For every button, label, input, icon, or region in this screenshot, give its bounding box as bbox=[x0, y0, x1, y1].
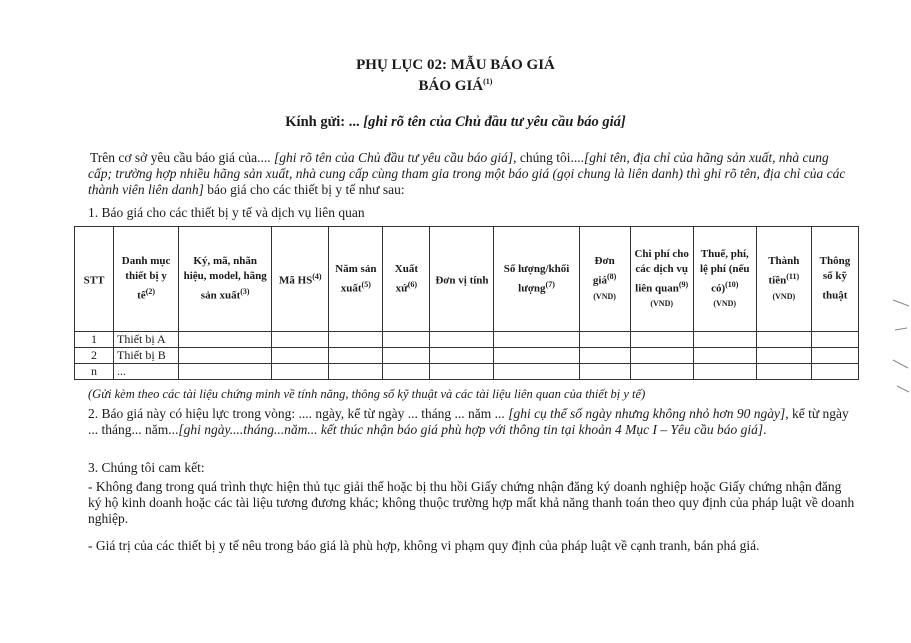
table-header-cell: STT bbox=[75, 227, 114, 332]
table-header-cell: Đơn vị tính bbox=[430, 227, 494, 332]
sec2-text-1: 2. Báo giá này có hiệu lực trong vòng: .... ngày, kể từ ngày ... tháng ... năm ... bbox=[88, 406, 509, 421]
attachment-note-text: (Gửi kèm theo các tài liệu chứng minh về tính năng, thông số kỹ thuật và các tài liệu liên quan của thiết bị y tế) bbox=[88, 387, 646, 401]
quote-table bbox=[74, 226, 859, 380]
table-row bbox=[75, 332, 859, 348]
table-header-cell: Danh mục thiết bị y tế$^{(2)}$ bbox=[114, 227, 179, 332]
sec2-italic-1: [ghi cụ thể số ngày nhưng không nhỏ hơn 90 ngày] bbox=[508, 406, 786, 421]
section-3-title: 3. Chúng tôi cam kết: bbox=[88, 460, 205, 475]
greeting-placeholder: [ghi rõ tên của Chủ đầu tư yêu cầu báo giá] bbox=[363, 114, 626, 130]
sec2-text-2: , kể từ ngày ... tháng... năm... bbox=[88, 406, 849, 437]
quote-title-text: BÁO GIÁ bbox=[418, 78, 484, 94]
table-header-cell: Mã HS$^{(4)}$ bbox=[272, 227, 329, 332]
table-header-cell: Ký, mã, nhãn hiệu, model, hãng sản xuất$^{(3)}$ bbox=[179, 227, 272, 332]
intro-text-2: , chúng tôi.... bbox=[513, 150, 584, 165]
table-header-cell: Chi phí cho các dịch vụ liên quan$^{(9)}$ (VND) bbox=[630, 227, 693, 332]
intro-text-3: báo giá cho các thiết bị y tế như sau: bbox=[203, 182, 405, 197]
attachment-note bbox=[88, 386, 856, 402]
table-header-cell: Xuất xứ$^{(6)}$ bbox=[383, 227, 430, 332]
table-header-row bbox=[75, 227, 859, 332]
intro-paragraph bbox=[88, 150, 856, 198]
row-stt: n bbox=[75, 364, 114, 380]
commitment-bullet-1: - Không đang trong quá trình thực hiện thủ tục giải thể hoặc bị thu hồi Giấy chứng nhận đăng ký doanh nghiệp hoặc Giấy chứng nhận đăng ký hộ kinh doanh hoặc các tài liệu tương đương khác; không thuộc trường hợp mất khả năng thanh toán theo quy định của pháp luật về doanh nghiệp. bbox=[88, 479, 855, 526]
table-header-cell: Thành tiền$^{(11)}$ (VND) bbox=[756, 227, 811, 332]
row-item-name: Thiết bị A bbox=[114, 332, 179, 348]
row-item-name: ... bbox=[114, 364, 179, 380]
row-stt: 2 bbox=[75, 348, 114, 364]
quote-title-note: (1) bbox=[483, 77, 493, 86]
table-header-cell: Năm sản xuất$^{(5)}$ bbox=[329, 227, 383, 332]
sec2-text-3: . bbox=[763, 422, 767, 437]
quote-title bbox=[0, 77, 911, 95]
greeting-line bbox=[0, 114, 911, 131]
section-2-paragraph bbox=[88, 406, 856, 438]
sec2-italic-2: [ghi ngày....tháng...năm... kết thúc nhận báo giá phù hợp với thông tin tại khoản 4 Mục I – Yêu cầu báo giá] bbox=[178, 422, 764, 437]
section-1-title: 1. Báo giá cho các thiết bị y tế và dịch vụ liên quan bbox=[88, 205, 365, 220]
intro-italic-1: [ghi rõ tên của Chủ đầu tư yêu cầu báo giá] bbox=[273, 150, 514, 165]
appendix-title: PHỤ LỤC 02: MẪU BÁO GIÁ bbox=[356, 57, 555, 73]
commitment-bullet-2: - Giá trị của các thiết bị y tế nêu trong báo giá là phù hợp, không vi phạm quy định của pháp luật về cạnh tranh, bán phá giá. bbox=[88, 538, 760, 553]
table-header-cell: Đơn giá$^{(8)}$ (VND) bbox=[579, 227, 630, 332]
table-row bbox=[75, 364, 859, 380]
intro-text-1: Trên cơ sở yêu cầu báo giá của.... bbox=[90, 150, 274, 165]
intro-italic-2: [ghi tên, địa chỉ của hãng sản xuất, nhà cung cấp; trường hợp nhiều hãng sản xuất, nhà cung cấp cùng tham gia trong một báo giá (gọi chung là liên danh) thì ghi rõ tên, địa chỉ của các thành viên liên danh] bbox=[88, 150, 846, 197]
scan-edge-mark bbox=[889, 290, 911, 400]
table-header-cell: Thông số kỹ thuật bbox=[811, 227, 858, 332]
table-header-cell: Thuế, phí, lệ phí (nếu có)$^{(10)}$ (VND) bbox=[693, 227, 756, 332]
row-stt: 1 bbox=[75, 332, 114, 348]
row-item-name: Thiết bị B bbox=[114, 348, 179, 364]
table-row bbox=[75, 348, 859, 364]
greeting-label: Kính gửi: ... bbox=[285, 114, 360, 130]
table-header-cell: Số lượng/khối lượng$^{(7)}$ bbox=[494, 227, 579, 332]
